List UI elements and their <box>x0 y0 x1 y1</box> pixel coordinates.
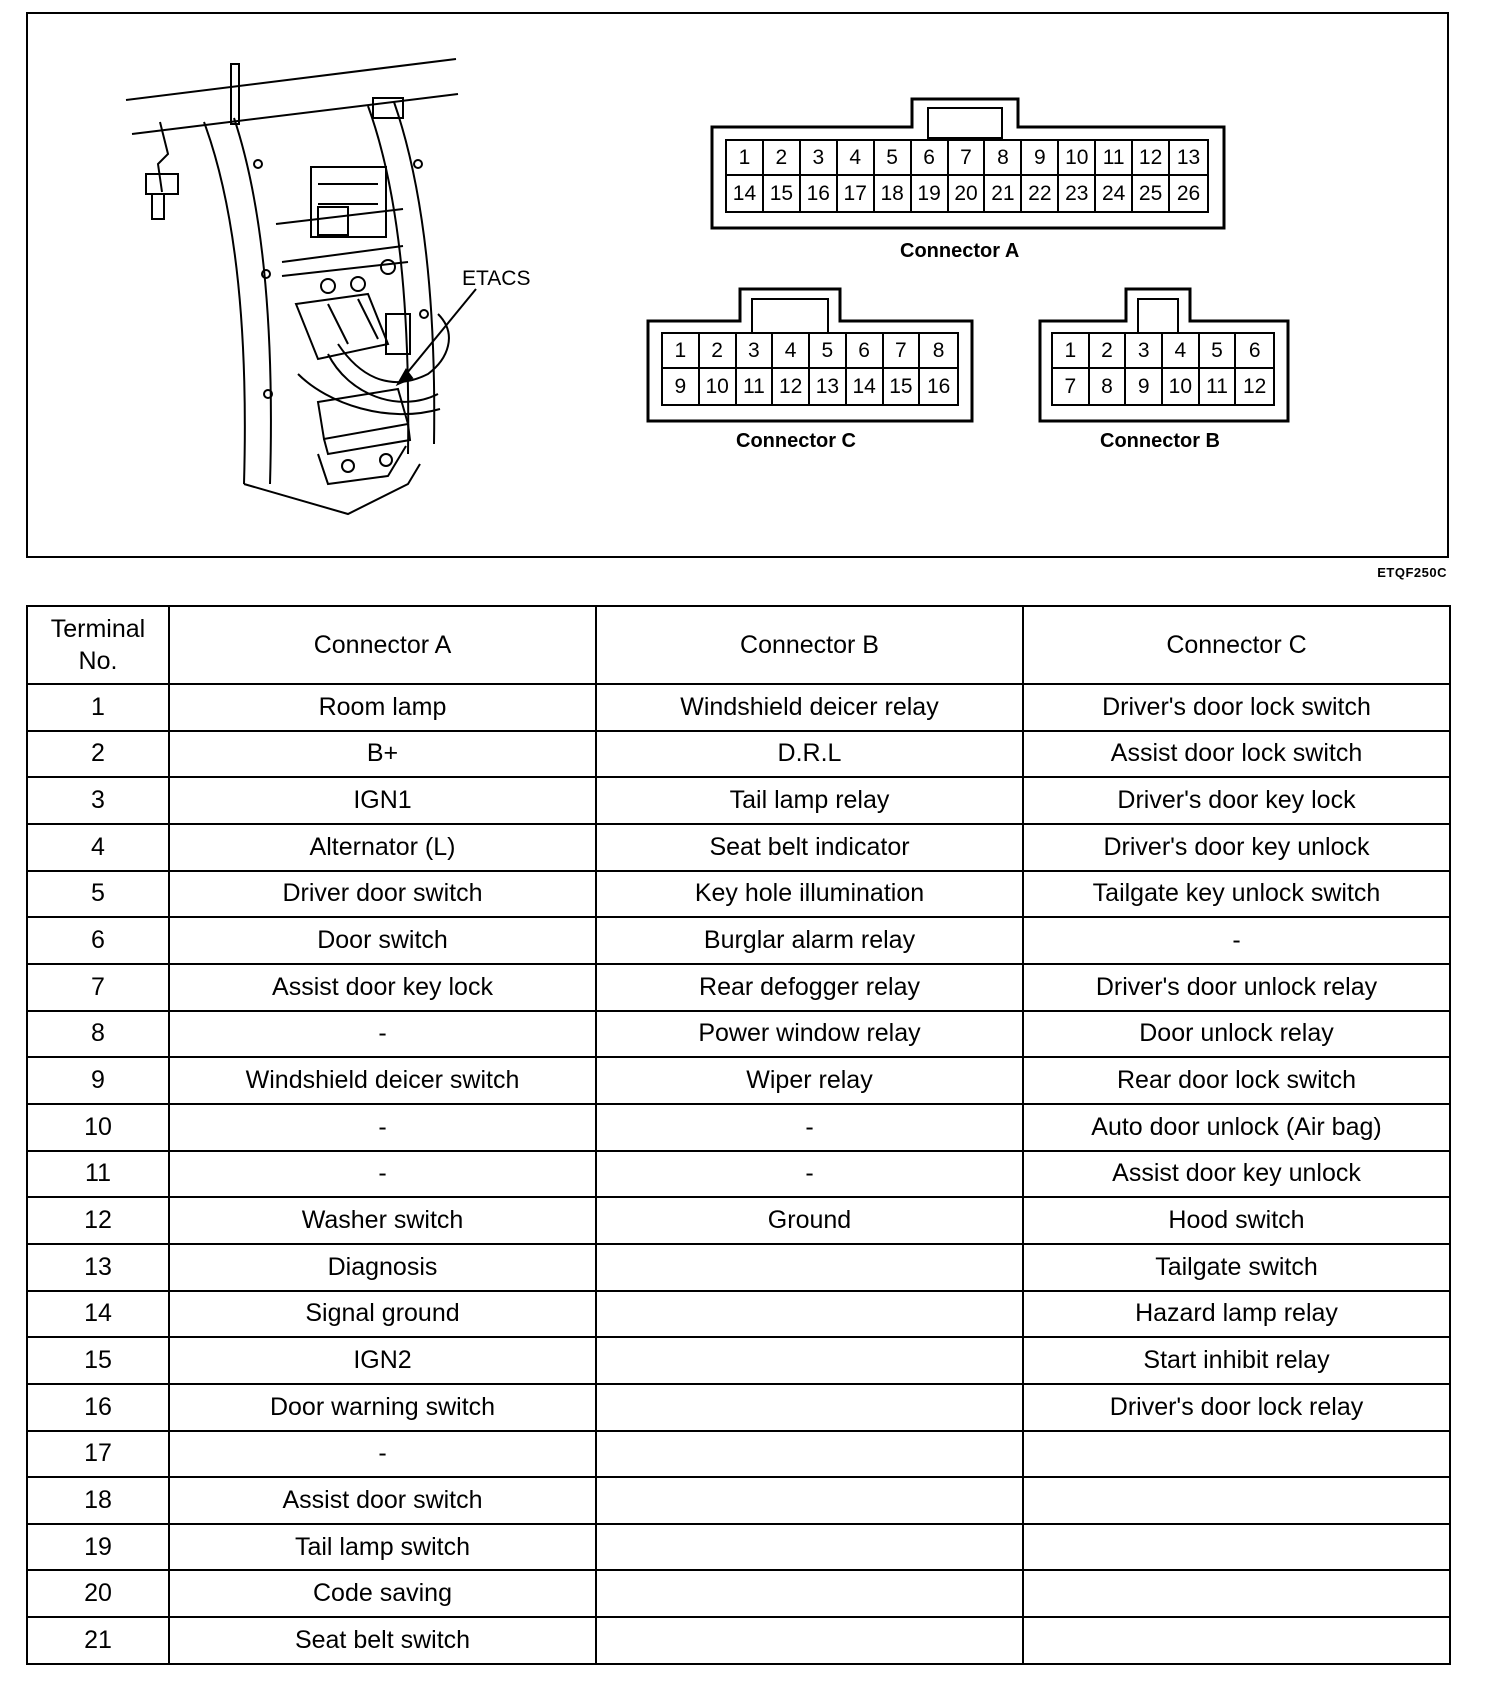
connector-a-cell: Signal ground <box>169 1291 596 1338</box>
connector-c-pin: 8 <box>920 334 957 369</box>
connector-a-pins <box>725 139 1209 213</box>
connector-a-cell: Room lamp <box>169 684 596 731</box>
connector-a-cell: Washer switch <box>169 1197 596 1244</box>
figure-code: ETQF250C <box>1377 565 1447 580</box>
connector-a-pin: 1 <box>727 141 764 176</box>
connector-a-cell: - <box>169 1151 596 1198</box>
table-row <box>27 1057 1450 1104</box>
connector-c-pin: 12 <box>773 369 810 404</box>
connector-a-cell: - <box>169 1104 596 1151</box>
connector-a-pin: 20 <box>949 176 986 211</box>
connector-a-pin: 13 <box>1170 141 1207 176</box>
connector-c-cell: Driver's door lock switch <box>1023 684 1450 731</box>
connector-b-cell: Tail lamp relay <box>596 777 1023 824</box>
connector-b-cell: Burglar alarm relay <box>596 917 1023 964</box>
connector-b-cell: Key hole illumination <box>596 871 1023 918</box>
connector-b-pin: 5 <box>1200 334 1237 369</box>
table-row <box>27 1337 1450 1384</box>
terminal-no-cell: 10 <box>27 1104 169 1151</box>
table-row <box>27 824 1450 871</box>
connector-a-cell: Windshield deicer switch <box>169 1057 596 1104</box>
connector-b-cell <box>596 1291 1023 1338</box>
connector-c-pin: 6 <box>847 334 884 369</box>
connector-a-pin: 4 <box>838 141 875 176</box>
table-row <box>27 1197 1450 1244</box>
connector-b-cell: - <box>596 1151 1023 1198</box>
terminal-no-cell: 21 <box>27 1617 169 1664</box>
connector-c-cell <box>1023 1431 1450 1478</box>
connector-a-pin: 23 <box>1059 176 1096 211</box>
connector-a-cell: IGN1 <box>169 777 596 824</box>
connector-c-cell: Tailgate switch <box>1023 1244 1450 1291</box>
connector-a-pin: 16 <box>801 176 838 211</box>
table-row <box>27 1244 1450 1291</box>
connector-a-pin: 18 <box>875 176 912 211</box>
connector-b-pin: 9 <box>1126 369 1163 404</box>
connector-c-pin: 10 <box>700 369 737 404</box>
terminal-no-cell: 14 <box>27 1291 169 1338</box>
connector-c-cell <box>1023 1477 1450 1524</box>
connector-a-cell: Assist door key lock <box>169 964 596 1011</box>
connector-c-cell: Driver's door key lock <box>1023 777 1450 824</box>
terminal-no-cell: 16 <box>27 1384 169 1431</box>
connector-a-cell: Code saving <box>169 1570 596 1617</box>
connector-c-cell: Driver's door key unlock <box>1023 824 1450 871</box>
connector-a-pin: 12 <box>1133 141 1170 176</box>
connector-a-pin: 9 <box>1022 141 1059 176</box>
connector-b-cell: Seat belt indicator <box>596 824 1023 871</box>
connector-b-pin: 12 <box>1242 374 1267 398</box>
table-header-row <box>27 606 1450 684</box>
connector-b-cell: Ground <box>596 1197 1023 1244</box>
connector-b-pin: 1 <box>1053 334 1090 369</box>
connector-b-cell <box>596 1617 1023 1664</box>
connector-a-pin: 22 <box>1022 176 1059 211</box>
table-row <box>27 777 1450 824</box>
connector-b-pin: 3 <box>1126 334 1163 369</box>
connector-b-cell: Windshield deicer relay <box>596 684 1023 731</box>
terminal-no-cell: 5 <box>27 871 169 918</box>
terminal-table <box>26 605 1451 1665</box>
connector-b-pin: 2 <box>1090 334 1127 369</box>
etacs-callout-label: ETACS <box>462 267 531 290</box>
terminal-no-cell: 12 <box>27 1197 169 1244</box>
header-terminal-no: Terminal No. <box>27 606 169 684</box>
connector-c-cell: Driver's door lock relay <box>1023 1384 1450 1431</box>
connector-c-cell: Auto door unlock (Air bag) <box>1023 1104 1450 1151</box>
connector-a-cell: Assist door switch <box>169 1477 596 1524</box>
header-connector-b: Connector B <box>596 606 1023 684</box>
terminal-no-cell: 13 <box>27 1244 169 1291</box>
table-row <box>27 1384 1450 1431</box>
connector-c-cell: Door unlock relay <box>1023 1011 1450 1058</box>
connector-a-pin: 15 <box>764 176 801 211</box>
connector-c-pin: 15 <box>884 369 921 404</box>
connector-b-cell: Power window relay <box>596 1011 1023 1058</box>
connector-c-pins <box>661 332 959 406</box>
connector-a-pin: 19 <box>912 176 949 211</box>
connector-c-cell: Driver's door unlock relay <box>1023 964 1450 1011</box>
connector-c-pin: 9 <box>663 369 700 404</box>
connector-c-pin: 13 <box>810 369 847 404</box>
connector-b-cell <box>596 1524 1023 1571</box>
connector-a-cell: Door switch <box>169 917 596 964</box>
connector-a-cell: Tail lamp switch <box>169 1524 596 1571</box>
connector-b-cell: Wiper relay <box>596 1057 1023 1104</box>
figure-panel <box>26 12 1449 558</box>
connector-a-pin: 21 <box>985 176 1022 211</box>
connector-a-cell: IGN2 <box>169 1337 596 1384</box>
connector-c-pin: 11 <box>737 369 774 404</box>
connector-a-pin: 2 <box>764 141 801 176</box>
table-row <box>27 1011 1450 1058</box>
connector-a-cell: Door warning switch <box>169 1384 596 1431</box>
connector-a-pin: 17 <box>838 176 875 211</box>
connector-b-cell <box>596 1570 1023 1617</box>
connector-b-cell: D.R.L <box>596 731 1023 778</box>
connector-a-cell: Seat belt switch <box>169 1617 596 1664</box>
connector-b-cell: Rear defogger relay <box>596 964 1023 1011</box>
connector-c-cell: - <box>1023 917 1450 964</box>
table-row <box>27 1477 1450 1524</box>
table-row <box>27 1570 1450 1617</box>
table-row <box>27 1151 1450 1198</box>
terminal-no-cell: 9 <box>27 1057 169 1104</box>
connector-a-cell: Alternator (L) <box>169 824 596 871</box>
etacs-mounting-illustration <box>28 14 1447 556</box>
connector-b-cell <box>596 1384 1023 1431</box>
table-row <box>27 871 1450 918</box>
connector-c-pin: 14 <box>847 369 884 404</box>
connector-a-cell: B+ <box>169 731 596 778</box>
terminal-no-cell: 2 <box>27 731 169 778</box>
connector-a-cell: - <box>169 1431 596 1478</box>
connector-c-cell: Start inhibit relay <box>1023 1337 1450 1384</box>
connector-b-cell <box>596 1337 1023 1384</box>
connector-a-pin: 11 <box>1096 141 1133 176</box>
terminal-no-cell: 18 <box>27 1477 169 1524</box>
connector-b-pin: 4 <box>1163 334 1200 369</box>
terminal-no-cell: 7 <box>27 964 169 1011</box>
connector-c-pin: 1 <box>663 334 700 369</box>
connector-c-pin: 4 <box>773 334 810 369</box>
connector-a-pin: 25 <box>1133 176 1170 211</box>
connector-c-cell: Assist door key unlock <box>1023 1151 1450 1198</box>
terminal-no-cell: 8 <box>27 1011 169 1058</box>
connector-c-cell: Assist door lock switch <box>1023 731 1450 778</box>
terminal-no-cell: 3 <box>27 777 169 824</box>
table-row <box>27 964 1450 1011</box>
connector-c-pin: 16 <box>926 374 951 398</box>
connector-c-cell <box>1023 1570 1450 1617</box>
table-row <box>27 917 1450 964</box>
connector-c-pin: 3 <box>737 334 774 369</box>
connector-a-label: Connector A <box>900 240 1020 262</box>
terminal-no-cell: 1 <box>27 684 169 731</box>
terminal-no-cell: 15 <box>27 1337 169 1384</box>
table-row <box>27 731 1450 778</box>
connector-c-label: Connector C <box>736 430 856 452</box>
connector-c-cell: Hood switch <box>1023 1197 1450 1244</box>
connector-b-cell <box>596 1477 1023 1524</box>
connector-a-cell: Diagnosis <box>169 1244 596 1291</box>
table-row <box>27 1104 1450 1151</box>
connector-a-pin: 26 <box>1176 181 1201 205</box>
terminal-no-cell: 6 <box>27 917 169 964</box>
connector-a-pin: 6 <box>912 141 949 176</box>
connector-c-cell: Hazard lamp relay <box>1023 1291 1450 1338</box>
connector-b-pin: 8 <box>1090 369 1127 404</box>
connector-b-pin: 7 <box>1053 369 1090 404</box>
connector-c-cell <box>1023 1617 1450 1664</box>
connector-b-cell: - <box>596 1104 1023 1151</box>
connector-b-cell <box>596 1431 1023 1478</box>
connector-a-pin: 3 <box>801 141 838 176</box>
terminal-no-cell: 17 <box>27 1431 169 1478</box>
connector-b-label: Connector B <box>1100 430 1220 452</box>
terminal-no-cell: 20 <box>27 1570 169 1617</box>
terminal-no-cell: 19 <box>27 1524 169 1571</box>
table-row <box>27 684 1450 731</box>
connector-a-cell: - <box>169 1011 596 1058</box>
connector-c-cell <box>1023 1524 1450 1571</box>
connector-c-pin: 2 <box>700 334 737 369</box>
connector-c-pin: 7 <box>884 334 921 369</box>
connector-a-pin: 10 <box>1059 141 1096 176</box>
terminal-no-cell: 11 <box>27 1151 169 1198</box>
table-row <box>27 1617 1450 1664</box>
connector-a-pin: 5 <box>875 141 912 176</box>
connector-b-cell <box>596 1244 1023 1291</box>
connector-a-pin: 7 <box>949 141 986 176</box>
terminal-no-cell: 4 <box>27 824 169 871</box>
connector-b-pin: 6 <box>1236 334 1273 369</box>
table-row <box>27 1431 1450 1478</box>
table-row <box>27 1291 1450 1338</box>
connector-b-pin: 10 <box>1163 369 1200 404</box>
connector-a-pin: 14 <box>727 176 764 211</box>
connector-b-pin: 11 <box>1200 369 1237 404</box>
header-connector-c: Connector C <box>1023 606 1450 684</box>
header-connector-a: Connector A <box>169 606 596 684</box>
connector-c-pin: 5 <box>810 334 847 369</box>
connector-c-cell: Rear door lock switch <box>1023 1057 1450 1104</box>
connector-a-cell: Driver door switch <box>169 871 596 918</box>
connector-b-pins <box>1051 332 1275 406</box>
connector-c-cell: Tailgate key unlock switch <box>1023 871 1450 918</box>
connector-a-pin: 8 <box>985 141 1022 176</box>
table-row <box>27 1524 1450 1571</box>
connector-a-pin: 24 <box>1096 176 1133 211</box>
